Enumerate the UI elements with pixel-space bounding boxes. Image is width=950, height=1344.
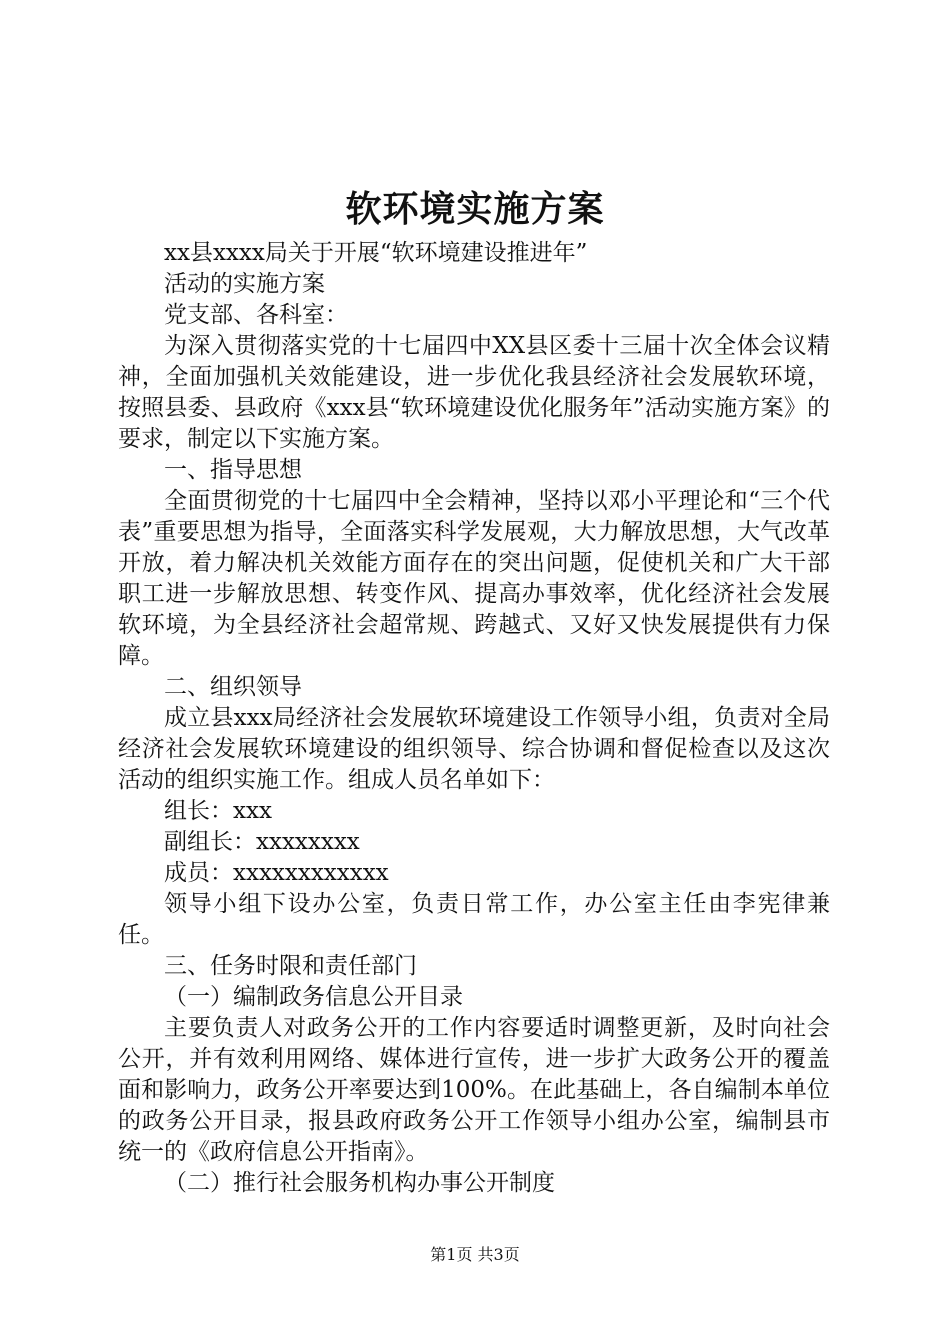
subsection-1-paragraph: 主要负责人对政务公开的工作内容要适时调整更新，及时向社会公开，并有效利用网络、媒体进行宣传，进一步扩大政务公开的覆盖面和影响力，政务公开率要达到100%。在此基础上，各自编制本单位的政务公开目录，报县政府政务公开工作领导小组办公室，编制县市统一的《政府信息公开指南》。 [118,1015,830,1165]
section-heading-1: 一、指导思想 [164,457,302,483]
office-paragraph: 领导小组下设办公室，负责日常工作，办公室主任由李宪律兼任。 [118,891,830,948]
document-body [118,238,830,1199]
section-heading-3: 三、任务时限和责任部门 [164,953,417,979]
intro-paragraph: 为深入贯彻落实党的十七届四中XX县区委十三届十次全体会议精神，全面加强机关效能建设，进一步优化我县经济社会发展软环境，按照县委、县政府《xxx县“软环境建设优化服务年”活动实施方案》的要求，制定以下实施方案。 [118,333,830,452]
subsection-heading-1: （一）编制政务信息公开目录 [164,984,463,1010]
leader-line: 组长：xxx [164,798,272,824]
subsection-heading-2: （二）推行社会服务机构办事公开制度 [164,1170,555,1196]
salutation: 党支部、各科室： [164,302,348,328]
heading-line-2: 活动的实施方案 [164,271,325,297]
deputy-leader-line: 副组长：xxxxxxxx [164,829,360,855]
section-1-paragraph: 全面贯彻党的十七届四中全会精神，坚持以邓小平理论和“三个代表”重要思想为指导，全面落实科学发展观，大力解放思想，大气改革开放，着力解决机关效能方面存在的突出问题，促使机关和广大干部职工进一步解放思想、转变作风、提高办事效率，优化经济社会发展软环境，为全县经济社会超常规、跨越式、又好又快发展提供有力保障。 [118,488,830,669]
page-footer: 第1页 共3页 [430,1245,520,1264]
heading-line-1: xx县xxxx局关于开展“软环境建设推进年” [164,240,588,266]
section-2-paragraph: 成立县xxx局经济社会发展软环境建设工作领导小组，负责对全局经济社会发展软环境建设的组织领导、综合协调和督促检查以及这次活动的组织实施工作。组成人员名单如下： [118,705,830,793]
members-line: 成员：xxxxxxxxxxxx [164,860,389,886]
section-heading-2: 二、组织领导 [164,674,302,700]
document-title: 软环境实施方案 [345,188,605,230]
